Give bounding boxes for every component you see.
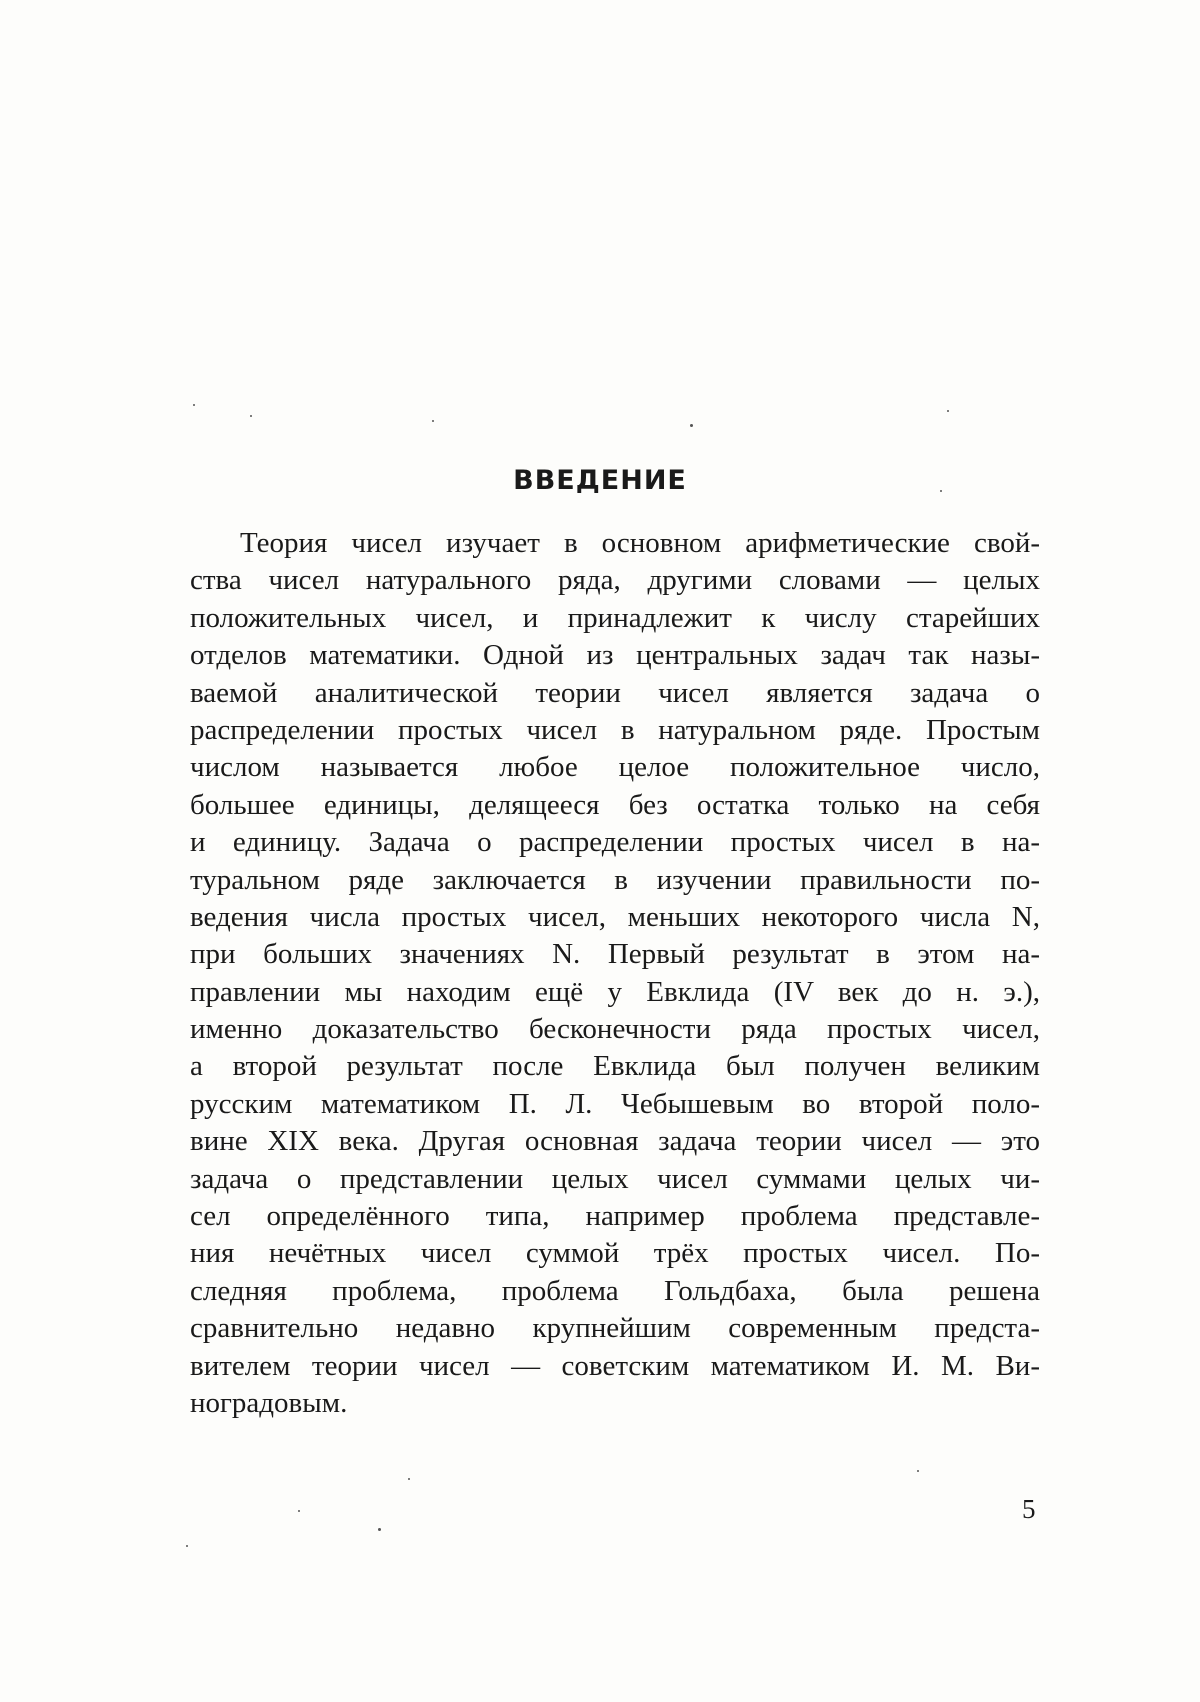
scan-speck (193, 404, 195, 406)
scan-speck (186, 1545, 188, 1547)
text-line: следняя проблема, проблема Гольдбаха, была решена (190, 1274, 1040, 1307)
text-line: сравнительно недавно крупнейшим современным предста- (190, 1312, 1040, 1345)
text-line: ства чисел натурального ряда, другими словами — целых (190, 564, 1040, 597)
text-line: русским математиком П. Л. Чебышевым во второй поло- (190, 1087, 1040, 1120)
text-line: положительных чисел, и принадлежит к числу старейших (190, 601, 1040, 634)
scan-speck (298, 1510, 300, 1512)
text-line: правлении мы находим ещё у Евклида (IV век до н. э.), (190, 975, 1040, 1008)
chapter-heading: ВВЕДЕНИЕ (513, 465, 687, 496)
text-line: большее единицы, делящееся без остатка только на себя (190, 788, 1040, 821)
text-line: вине XIX века. Другая основная задача теории чисел — это (190, 1125, 1040, 1158)
text-line: сел определённого типа, например проблема представле- (190, 1200, 1040, 1233)
text-line: ноградовым. (190, 1386, 348, 1419)
scan-speck (408, 1478, 410, 1480)
text-line: ваемой аналитической теории чисел является задача о (190, 676, 1040, 709)
text-line: вителем теории чисел — советским математиком И. М. Ви- (190, 1349, 1040, 1382)
text-line: числом называется любое целое положительное число, (190, 751, 1040, 784)
scan-speck (917, 1470, 919, 1472)
text-line: ведения числа простых чисел, меньших некоторого числа N, (190, 900, 1040, 933)
page-number: 5 (1022, 1494, 1036, 1524)
body-paragraph (190, 525, 1040, 1422)
text-line: а второй результат после Евклида был получен великим (190, 1050, 1040, 1083)
scan-speck (947, 410, 949, 412)
text-line: задача о представлении целых чисел суммами целых чи- (190, 1162, 1040, 1195)
text-line: туральном ряде заключается в изучении правильности по- (190, 863, 1040, 896)
text-line: Теория чисел изучает в основном арифметические свой- (240, 527, 1040, 559)
scan-speck (432, 420, 434, 422)
text-line: отделов математики. Одной из центральных задач так назы- (190, 639, 1040, 672)
text-line: именно доказательство бесконечности ряда простых чисел, (190, 1013, 1040, 1046)
text-line: и единицу. Задача о распределении простых чисел в на- (190, 826, 1040, 859)
text-line: ния нечётных чисел суммой трёх простых чисел. По- (190, 1237, 1040, 1270)
scan-speck (378, 1528, 381, 1531)
text-line: распределении простых чисел в натуральном ряде. Простым (190, 713, 1040, 746)
scan-speck (250, 415, 252, 417)
text-line: при больших значениях N. Первый результат в этом на- (190, 938, 1040, 971)
scan-speck (690, 424, 693, 427)
